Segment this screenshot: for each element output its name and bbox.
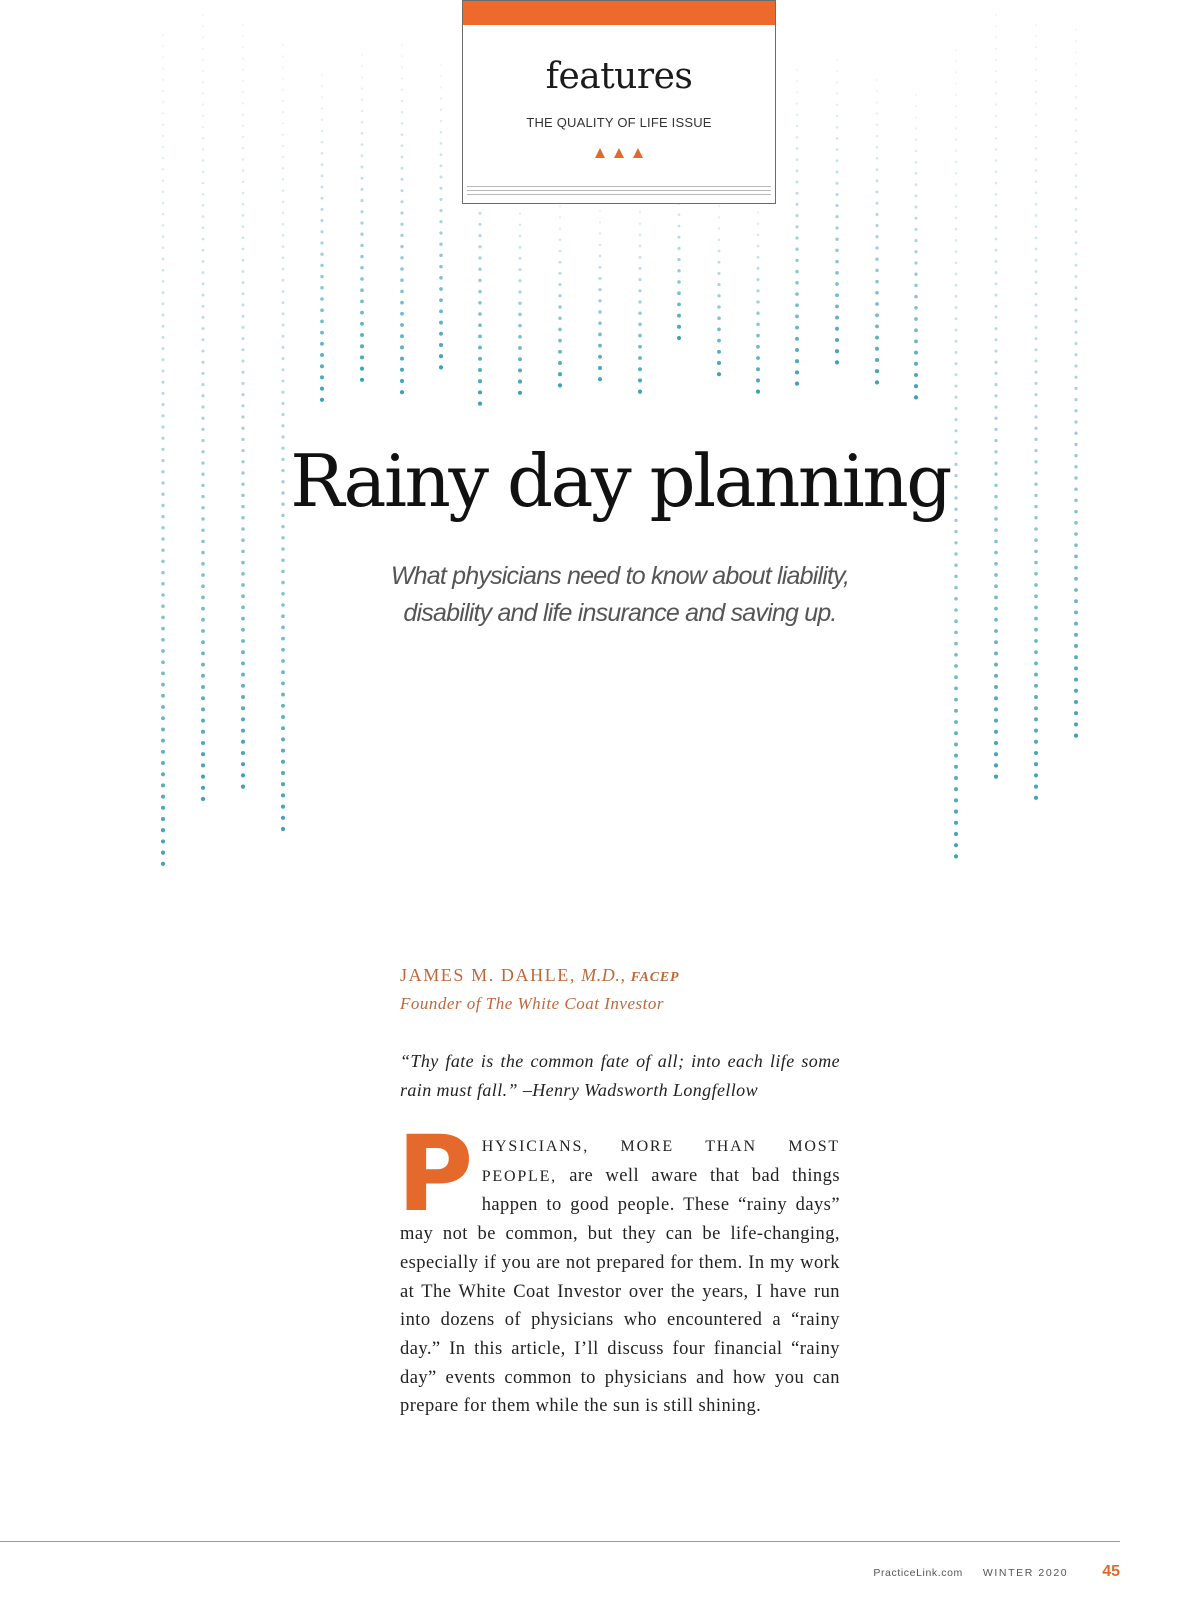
footer-rule <box>0 1541 1120 1542</box>
footer-season: WINTER 2020 <box>982 1567 1069 1579</box>
rain-dot-column <box>994 14 998 779</box>
page-footer <box>873 1563 1120 1581</box>
footer-site: PracticeLink.com <box>873 1567 963 1579</box>
article-title: Rainy day planning <box>290 439 950 523</box>
rain-dot-column <box>756 189 760 394</box>
rain-dot-column <box>400 44 404 394</box>
rain-dot-column <box>518 179 522 395</box>
header-rules <box>467 186 771 198</box>
section-label: features <box>545 56 693 97</box>
rain-dot-column <box>638 189 642 394</box>
page-number: 45 <box>1102 1563 1120 1580</box>
body-paragraph: are well aware that bad things happen to good people. These “rainy days” may not be common, but they can be life-changing, especially if you are not prepared for them. In my work at The White Coat Investor over the years, I have run into dozens of physicians who encountered a “rainy day.” In this article, I’ll discuss four financial “rainy day” events common to physicians and how you can prepare for them while the sun is still shining. <box>400 1165 840 1417</box>
rain-dot-column <box>558 194 562 388</box>
triangle-icon <box>614 148 624 158</box>
rain-dot-column <box>795 69 799 386</box>
issue-label: THE QUALITY OF LIFE ISSUE <box>526 115 712 130</box>
rain-dot-column <box>598 199 602 381</box>
subtitle-line-1: What physicians need to know about liability, <box>390 562 850 590</box>
author-role: Founder of The White Coat Investor <box>400 994 664 1013</box>
rule-line <box>467 194 771 195</box>
orange-top-bar <box>463 1 775 25</box>
rule-line <box>467 186 771 187</box>
article-body <box>397 1113 840 1421</box>
lead-in: HYSICIANS, MORE THAN MOST PEOPLE, <box>481 1138 840 1185</box>
rain-dot-column <box>914 94 918 400</box>
rain-dot-column <box>717 194 721 376</box>
rain-dot-column <box>835 59 839 365</box>
article-subtitle <box>0 558 1200 632</box>
rain-dot-column <box>439 64 443 370</box>
triangle-icon <box>595 148 605 158</box>
rain-dot-column <box>360 54 364 382</box>
rain-dot-column <box>875 79 879 385</box>
rain-dot-column <box>201 14 205 801</box>
author-name: JAMES M. DAHLE, <box>400 965 577 985</box>
rule-line <box>467 190 771 191</box>
subtitle-line-2: disability and life insurance and saving up. <box>403 599 837 627</box>
rain-dot-column <box>1034 24 1038 800</box>
rain-dot-column <box>241 24 245 789</box>
author-byline <box>400 965 679 986</box>
drop-cap: P <box>397 1113 474 1235</box>
author-degree: M.D., <box>576 965 631 985</box>
epigraph-quote: “Thy fate is the common fate of all; into each life some rain must fall.” –Henry Wadsworth Longfellow <box>400 1051 840 1100</box>
triangle-icon <box>633 148 643 158</box>
triangle-marks <box>463 148 775 158</box>
author-certification: FACEP <box>630 970 680 985</box>
rain-dot-column <box>320 74 324 402</box>
section-header-card <box>462 0 776 204</box>
